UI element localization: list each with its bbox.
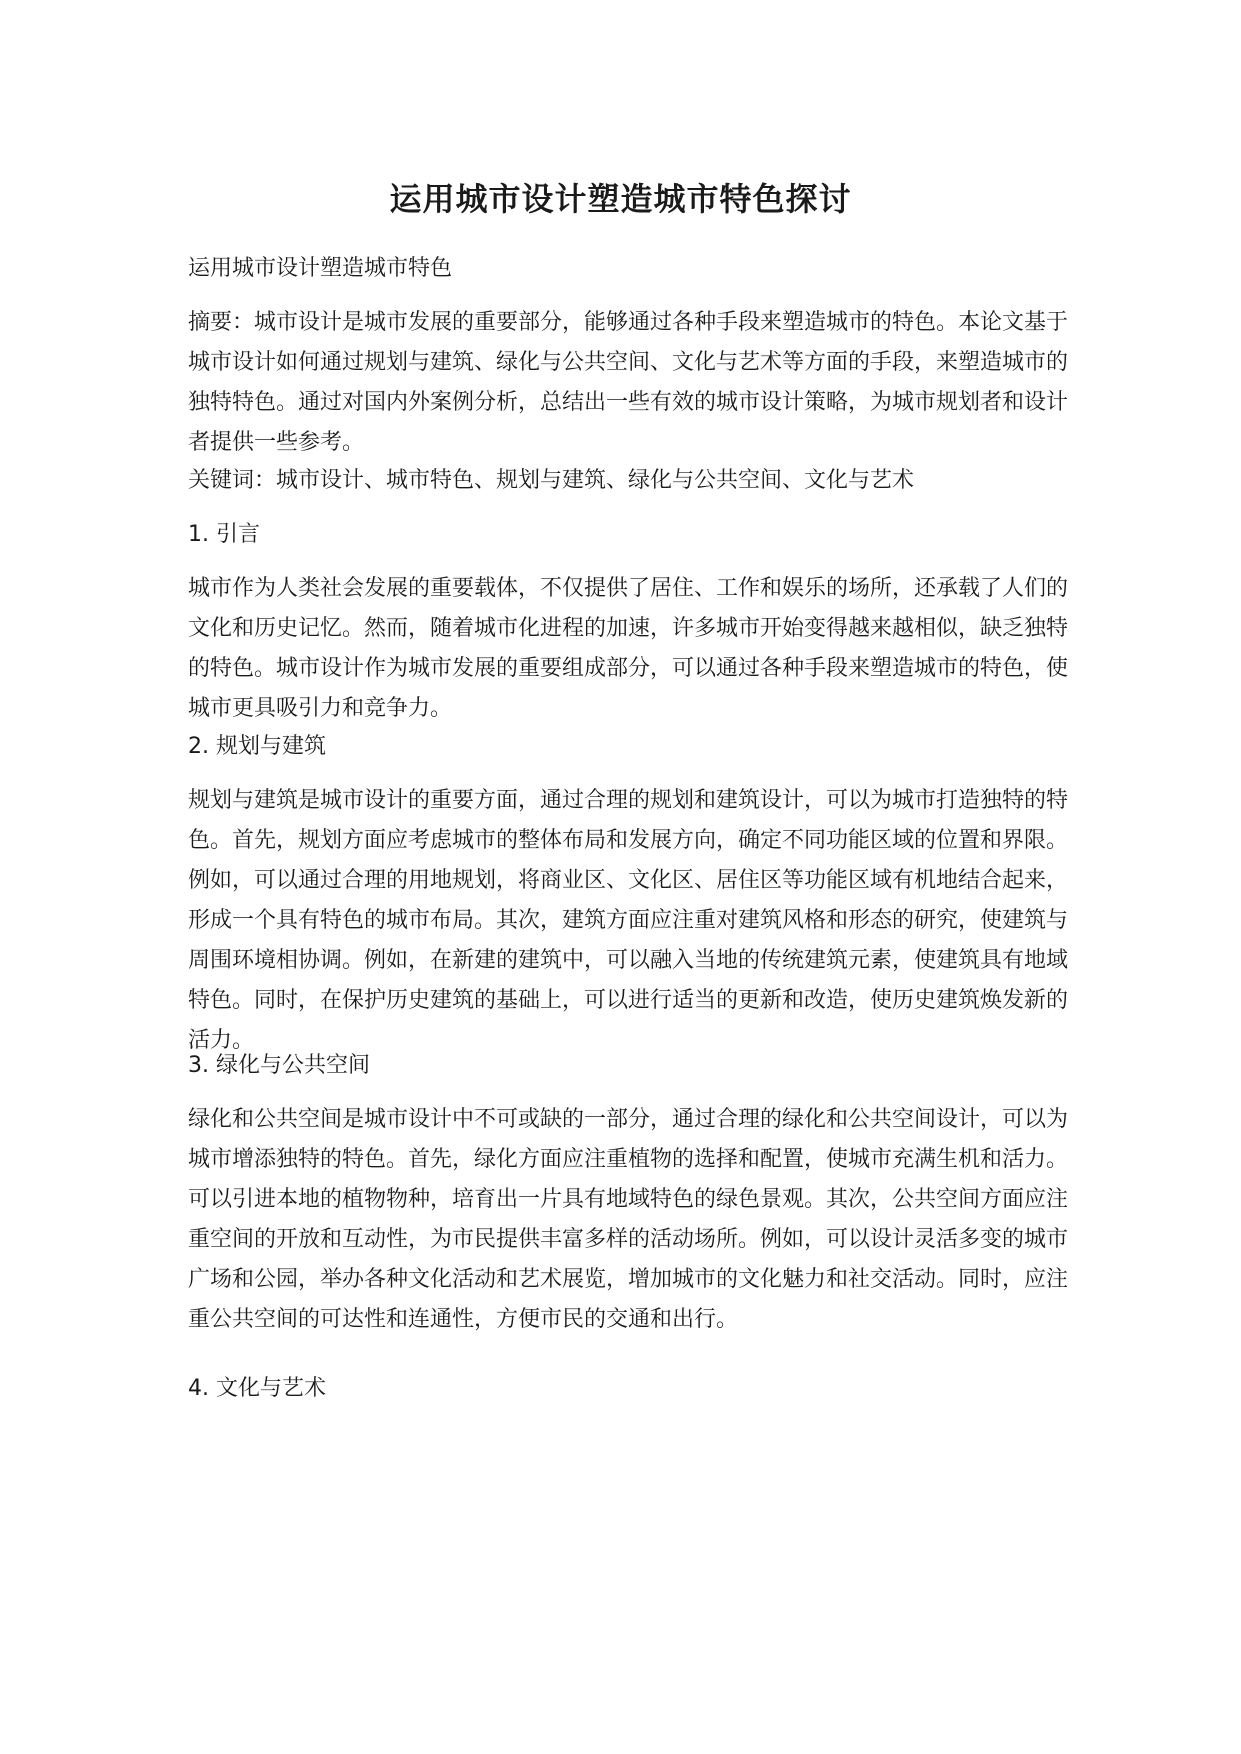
keywords-line: 关键词：城市设计、城市特色、规划与建筑、绿化与公共空间、文化与艺术 <box>188 468 915 493</box>
section-body-planning-architecture: 规划与建筑是城市设计的重要方面，通过合理的规划和建筑设计，可以为城市打造独特的特色。首先，规划方面应考虑城市的整体布局和发展方向，确定不同功能区域的位置和界限。例如，可以通过合理的用地规划，将商业区、文化区、居住区等功能区域有机地结合起来，形成一个具有特色的城市布局。其次，建筑方面应注重对建筑风格和形态的研究，使建筑与周围环境相协调。例如，在新建的建筑中，可以融入当地的传统建筑元素，使建筑具有地域特色。同时，在保护历史建筑的基础上，可以进行适当的更新和改造，使历史建筑焕发新的活力。 <box>188 788 1069 1053</box>
section-body-introduction: 城市作为人类社会发展的重要载体，不仅提供了居住、工作和娱乐的场所，还承载了人们的文化和历史记忆。然而，随着城市化进程的加速，许多城市开始变得越来越相似，缺乏独特的特色。城市设计作为城市发展的重要组成部分，可以通过各种手段来塑造城市的特色，使城市更具吸引力和竞争力。 <box>188 576 1069 721</box>
document-subtitle: 运用城市设计塑造城市特色 <box>188 256 453 281</box>
section-heading-planning-architecture: 2. 规划与建筑 <box>188 734 326 759</box>
section-heading-greening-public-space: 3. 绿化与公共空间 <box>188 1053 370 1078</box>
section-heading-introduction: 1. 引言 <box>188 522 260 547</box>
section-heading-culture-art: 4. 文化与艺术 <box>188 1376 326 1401</box>
section-body-greening-public-space: 绿化和公共空间是城市设计中不可或缺的一部分，通过合理的绿化和公共空间设计，可以为城市增添独特的特色。首先，绿化方面应注重植物的选择和配置，使城市充满生机和活力。可以引进本地的植物物种，培育出一片具有地域特色的绿色景观。其次，公共空间方面应注重空间的开放和互动性，为市民提供丰富多样的活动场所。例如，可以设计灵活多变的城市广场和公园，举办各种文化活动和艺术展览，增加城市的文化魅力和社交活动。同时，应注重公共空间的可达性和连通性，方便市民的交通和出行。 <box>188 1107 1069 1332</box>
document-title: 运用城市设计塑造城市特色探讨 <box>389 180 852 218</box>
abstract-paragraph: 摘要：城市设计是城市发展的重要部分，能够通过各种手段来塑造城市的特色。本论文基于城市设计如何通过规划与建筑、绿化与公共空间、文化与艺术等方面的手段，来塑造城市的独特特色。通过对国内外案例分析，总结出一些有效的城市设计策略，为城市规划者和设计者提供一些参考。 <box>188 310 1069 455</box>
